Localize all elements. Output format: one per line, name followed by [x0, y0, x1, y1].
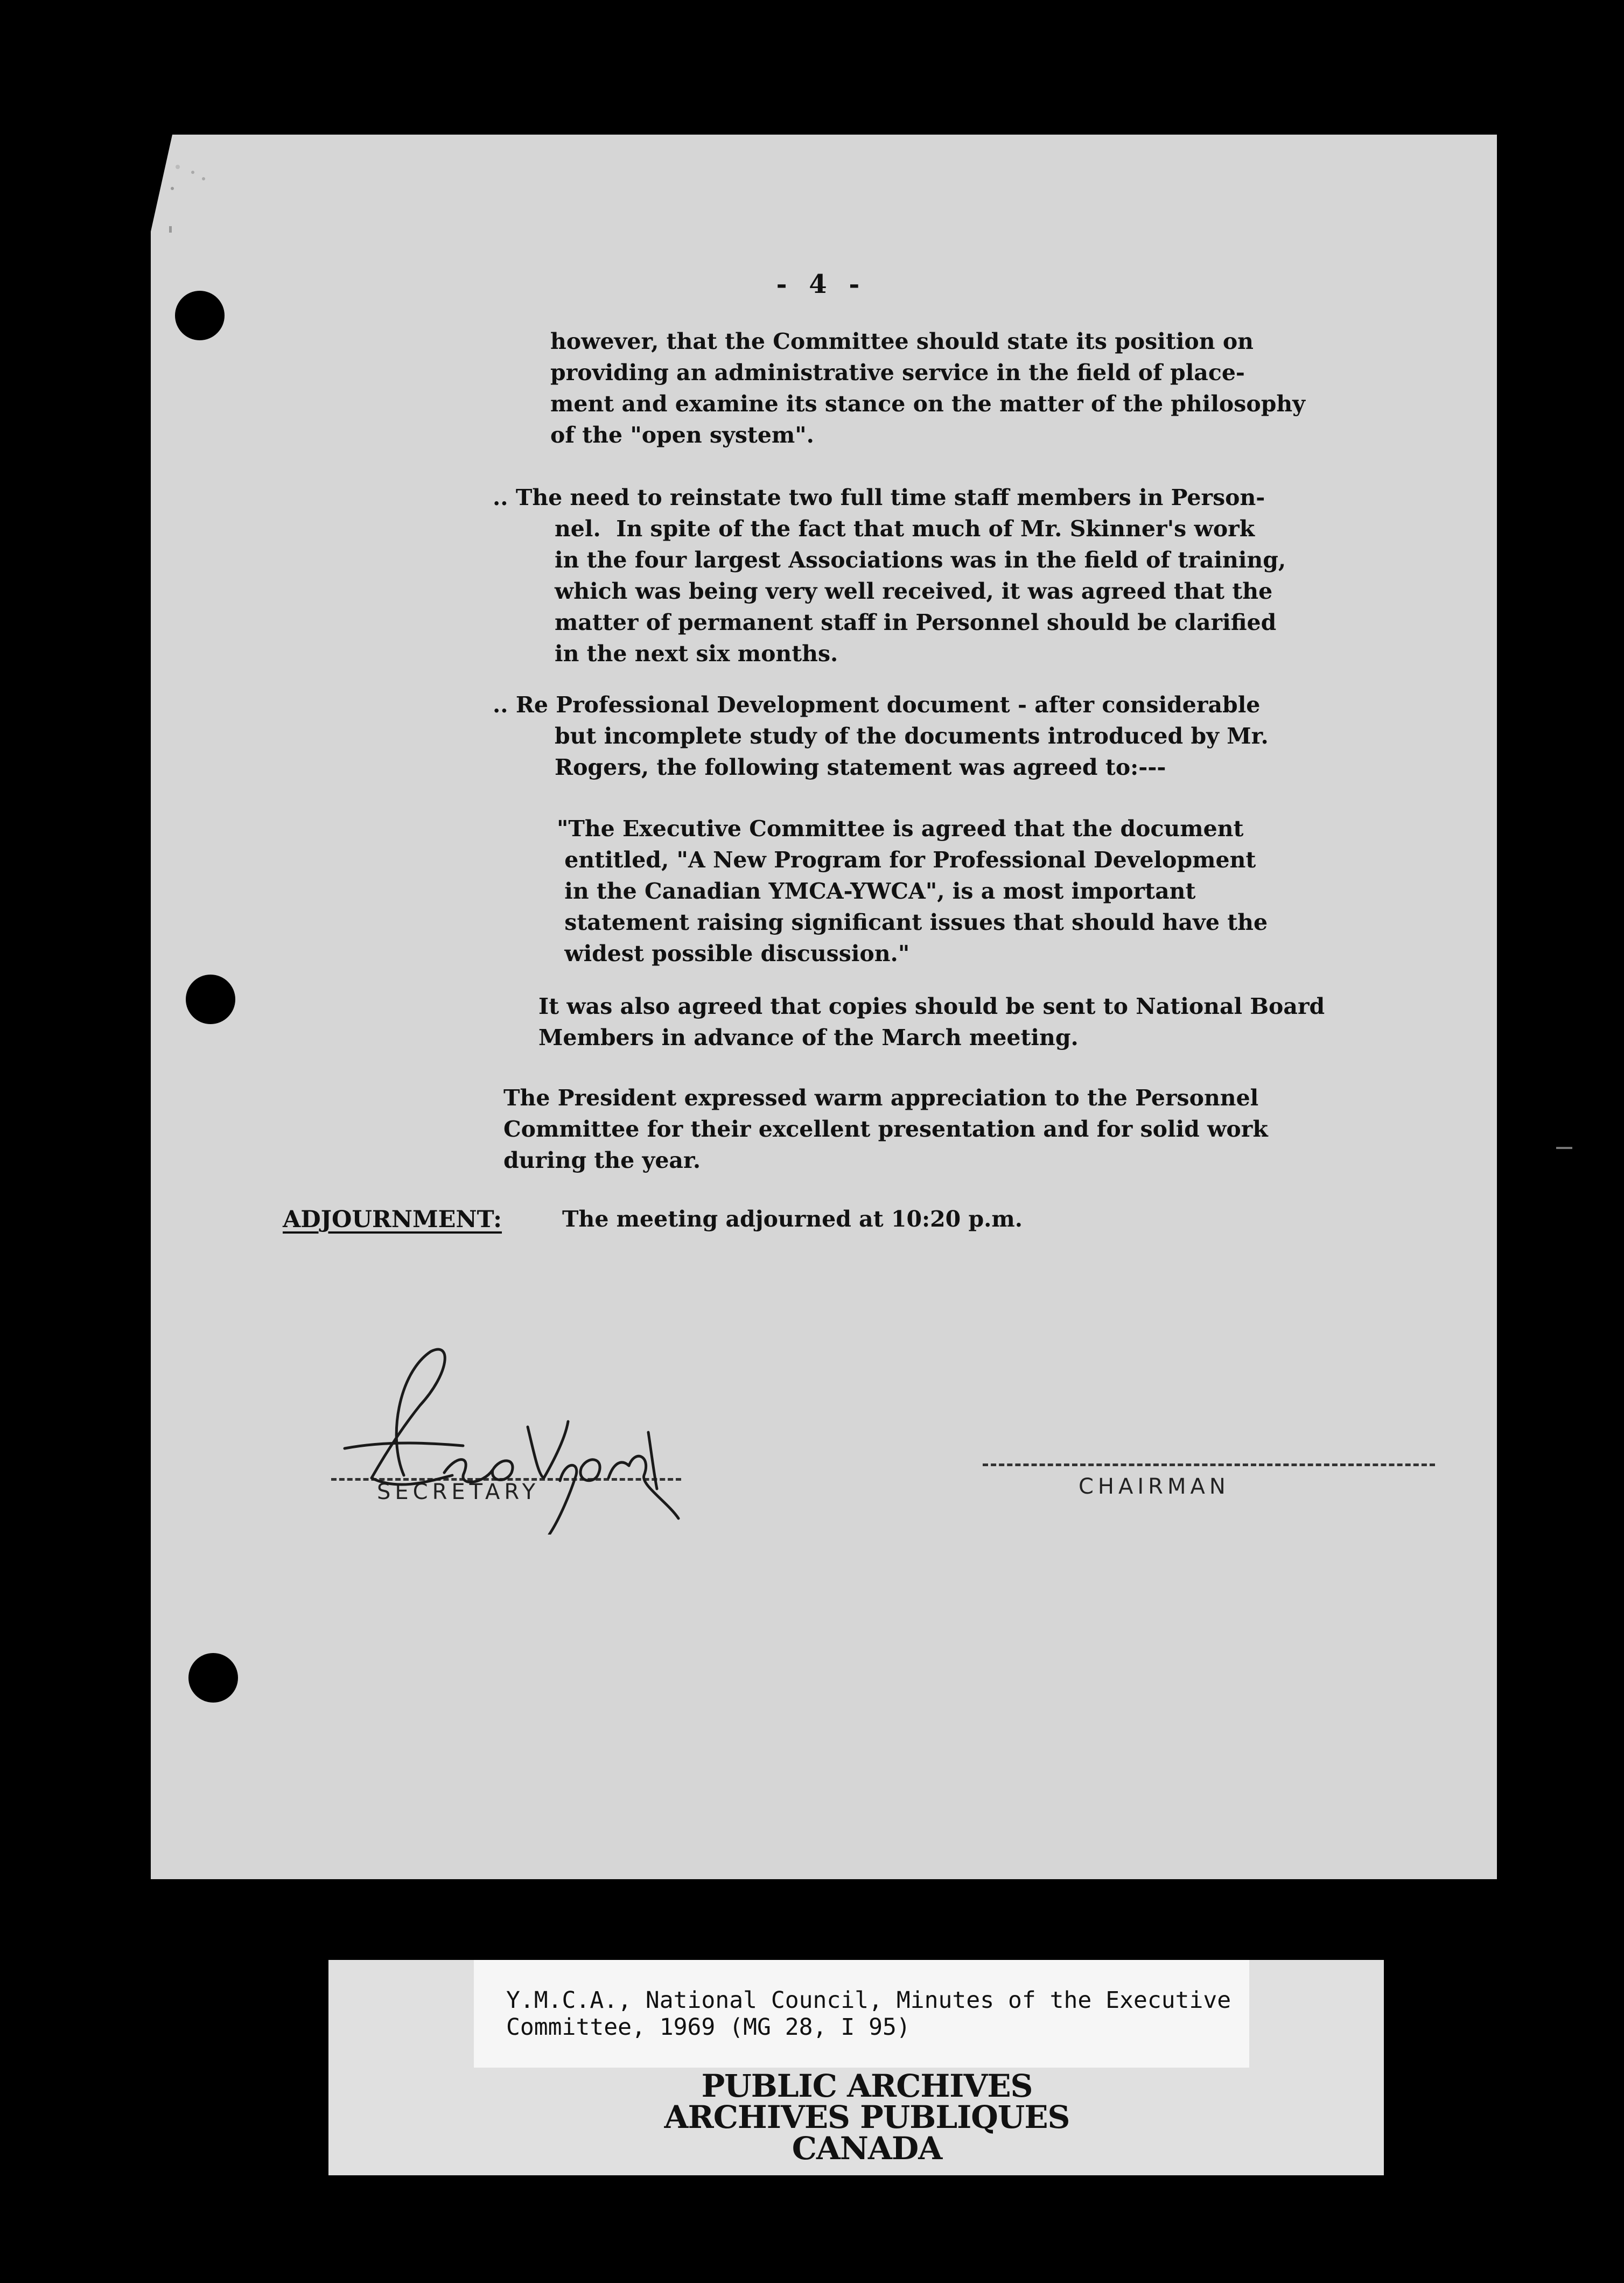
archive-name-french: ARCHIVES PUBLIQUES [664, 2099, 1070, 2135]
paper-specks [162, 156, 248, 242]
paragraph-appreciation: The President expressed warm appreciation to the Personnel Committee for their excellent presentation and for solid work during the year. [503, 1085, 1268, 1173]
quoted-statement: "The Executive Committee is agreed that the document entitled, "A New Program for Professional Development in the Canadian YMCA-YWCA", is a most important statement raising significant issues that should have the widest possible discussion." [557, 816, 1268, 967]
paragraph-professional: but incomplete study of the documents introduced by Mr. Rogers, the following statement was agreed to:--- [555, 723, 1269, 780]
paragraph-staff: nel. In spite of the fact that much of Mr. Skinner's work in the four largest Associations was in the field of training, which was being very well received, it was agreed that the matter of permanent staff in Personnel should be clarified in the next six months. [555, 516, 1286, 667]
archive-name-english: PUBLIC ARCHIVES [701, 2068, 1033, 2104]
page-number: - 4 - [776, 269, 866, 299]
punch-hole-top [175, 291, 225, 340]
punch-hole-bottom [188, 1653, 238, 1703]
paragraph-copies: It was also agreed that copies should be sent to National Board Members in advance of the March meeting. [538, 993, 1325, 1051]
adjournment-label: ADJOURNMENT: [283, 1206, 502, 1233]
adjournment-text: The meeting adjourned at 10:20 p.m. [562, 1206, 1023, 1232]
chairman-signature-line [983, 1463, 1435, 1466]
archive-reference: Y.M.C.A., National Council, Minutes of the Executive Committee, 1969 (MG 28, I 95) [506, 1987, 1231, 2041]
stray-mark [1556, 1147, 1572, 1149]
chairman-label: CHAIRMAN [1079, 1474, 1230, 1499]
punch-hole-middle [186, 975, 235, 1024]
secretary-signature [323, 1341, 689, 1535]
paragraph-staff-first-line: .. The need to reinstate two full time staff members in Person- [493, 485, 1265, 510]
archive-country: CANADA [792, 2130, 942, 2167]
secretary-label: SECRETARY [377, 1480, 540, 1504]
paragraph-open-system: however, that the Committee should state its position on providing an administrative service in the field of place- ment and examine its stance on the matter of the philosophy of the "open system". [550, 328, 1306, 448]
paragraph-professional-first-line: .. Re Professional Development document - after considerable [493, 692, 1261, 718]
